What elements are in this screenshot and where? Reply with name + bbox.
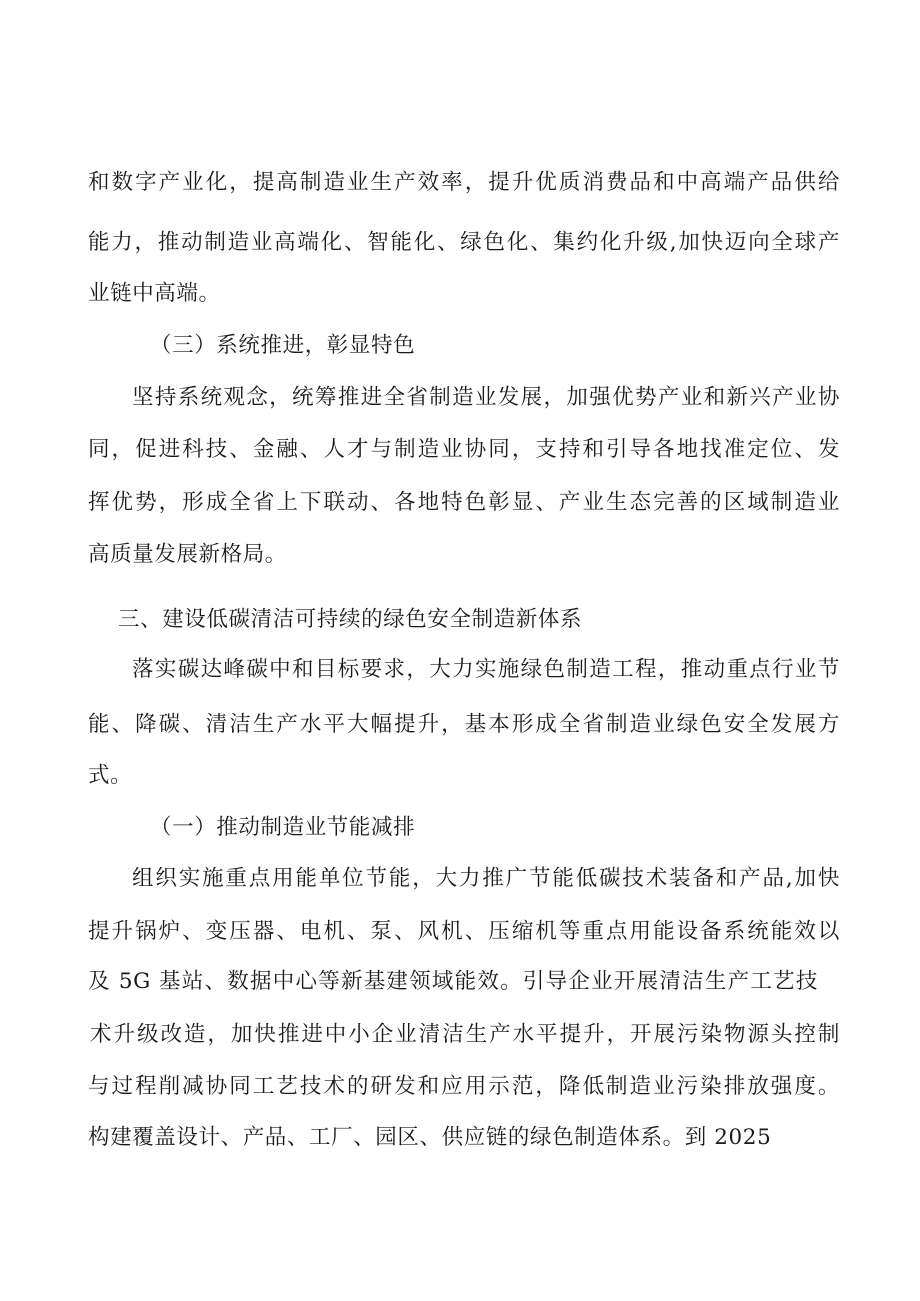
paragraph-line: 能力，推动制造业高端化、智能化、绿色化、集约化升级,加快迈向全球产	[88, 230, 840, 255]
paragraph-line: 组织实施重点用能单位节能，大力推广节能低碳技术装备和产品,加快	[132, 866, 840, 891]
paragraph-line: 构建覆盖设计、产品、工厂、园区、供应链的绿色制造体系。到 2025	[88, 1125, 772, 1150]
paragraph-line: 业链中高端。	[88, 281, 221, 306]
paragraph-line: 高质量发展新格局。	[88, 542, 287, 567]
paragraph-line: 式。	[88, 763, 133, 788]
paragraph-line: 及 5G 基站、数据中心等新基建领域能效。引导企业开展清洁生产工艺技	[88, 969, 818, 994]
paragraph-line: 能、降碳、清洁生产水平大幅提升，基本形成全省制造业绿色安全发展方	[88, 712, 840, 737]
subsection-heading: （一）推动制造业节能减排	[150, 815, 416, 840]
paragraph-line: 与过程削减协同工艺技术的研发和应用示范，降低制造业污染排放强度。	[88, 1074, 840, 1099]
paragraph-line: 坚持系统观念，统筹推进全省制造业发展，加强优势产业和新兴产业协	[132, 385, 840, 410]
paragraph-line: 提升锅炉、变压器、电机、泵、风机、压缩机等重点用能设备系统能效以	[88, 919, 840, 944]
paragraph-line: 落实碳达峰碳中和目标要求，大力实施绿色制造工程，推动重点行业节	[132, 657, 840, 682]
paragraph-line: 同，促进科技、金融、人才与制造业协同，支持和引导各地找准定位、发	[88, 437, 840, 462]
paragraph-line: 术升级改造，加快推进中小企业清洁生产水平提升，开展污染物源头控制	[90, 1022, 840, 1047]
subsection-heading: （三）系统推进，彰显特色	[150, 333, 416, 358]
paragraph-line: 挥优势，形成全省上下联动、各地特色彰显、产业生态完善的区域制造业	[88, 490, 840, 515]
paragraph-line: 和数字产业化，提高制造业生产效率，提升优质消费品和中高端产品供给	[88, 170, 840, 195]
section-heading: 三、建设低碳清洁可持续的绿色安全制造新体系	[118, 607, 583, 632]
